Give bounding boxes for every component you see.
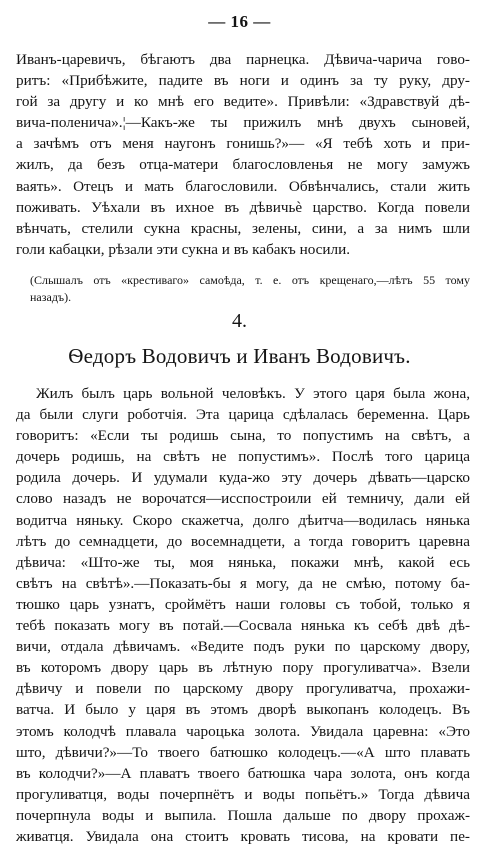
text-line: тебѣ показать могу въ потай.—Сосвала нянька къ себѣ двѣ дѣ- [16, 617, 470, 635]
chapter-number: 4. [232, 310, 247, 332]
text-line: Жилъ былъ царь вольной человѣкъ. У этого царя была жона, [36, 385, 470, 402]
text-line: тюшко царь узнатъ, сроймётъ наши головы съ тобой, только я [16, 595, 470, 613]
text-line: дѣвича: «Што-же ты, моя нянька, покажи мнѣ, какой есь [16, 553, 470, 571]
story-paragraph [16, 383, 470, 847]
text-line: родила дочерь. И удумали куда-жо эту дочерь дѣвать—царско [16, 469, 470, 487]
text-line: водитча няньку. Скоро скажетча, долго дѣитча—водилась нянька [16, 511, 470, 529]
text-line: голи кабацки, рѣзали эти сукна и въ кабакъ носили. [16, 240, 351, 258]
text-line: вѣнчать, стелили сукна красны, зелены, сини, а за нимъ шли [16, 219, 470, 237]
text-line: свѣтъ на свѣтѣ».—Показать-бы я могу, да не смѣю, потому ба- [16, 574, 470, 592]
text-line: жилъ, да безъ отца-матери благословленья не могу замужъ [16, 156, 470, 174]
text-line: лѣтъ до семнадцети, до восемнадцети, а тогда говоритъ царевна [16, 532, 470, 550]
chapter-title: Ѳедоръ Водовичъ и Иванъ Водовичъ. [68, 344, 411, 368]
text-line: ваять». Отецъ и мать благословили. Обвѣнчались, стали жить [16, 177, 470, 195]
text-line: этомъ колодчѣ плавала чароцька золота. Увидала царевна: «Это [16, 722, 470, 740]
text-line: да были слуги роботчія. Эта царица сдѣлалась беременна. Царь [16, 406, 470, 424]
text-line: дѣвичу и повели по царскому двору прогуливатча, прохажи- [16, 680, 470, 698]
text-line: поживать. Уѣхали въ ихное въ дѣвичьѐ царство. Когда повели [16, 198, 470, 216]
text-line: живатця. Увидала она стоитъ кровать тисова, на кровати пе- [16, 827, 470, 845]
text-line: почерпнула воды и выпила. Пошла дальше по двору прохаж- [16, 806, 470, 824]
source-note [30, 272, 470, 306]
text-line: дочерь родишь, на свѣтъ не попустимъ». Послѣ того царица [16, 448, 470, 466]
text-line: Иванъ-царевичъ, бѣгаютъ два парнецка. Дѣвича-чарича гово- [16, 51, 470, 68]
note-line: (Слышалъ отъ «крестиваго» самоѣда, т. е. отъ крещенаго,—лѣтъ 55 тому [30, 273, 470, 287]
text-line: прогуливатця, воды почерпнётъ и воды попьётъ.» Тогда дѣвича [16, 785, 470, 803]
text-line: што, дѣвичи?»—То твоего батюшко колодецъ.—«А што плавать [16, 743, 470, 761]
text-line: а зачѣмъ отъ меня наугонъ гонишь?»— «Я тебѣ хоть и при- [16, 135, 470, 153]
text-line: вича-поленича».¦—Какъ-же ты прижилъ мнѣ двухъ сыновей, [16, 114, 470, 132]
text-line: ритъ: «Прибѣжите, падите въ ноги и одинъ за ту руку, дру- [16, 72, 470, 90]
text-line: въ которомъ двору царь въ лѣтную пору прогуливатча». Взели [16, 659, 470, 677]
text-line: въ колодчи?»—А плаватъ твоего батюшка чара золота, онъ когда [16, 764, 470, 782]
text-line: вичи, отдала дѣвичамъ. «Ведите подъ руки по царскому двору, [16, 638, 470, 656]
text-line: слово назадъ не ворочатся—исспостроили ей темничу, дали ей [16, 490, 470, 508]
note-line: назадъ). [30, 290, 72, 304]
intro-paragraph [16, 49, 470, 260]
text-line: гой за другу и ко мнѣ его ведите». Привѣли: «Здравствуй дѣ- [16, 93, 470, 111]
text-line: ватча. И было у царя въ этомъ дворѣ выкопанъ колодецъ. Въ [16, 701, 470, 719]
page-number: — 16 — [208, 12, 271, 31]
text-line: говоритъ: «Если ты родишь сына, то попустимъ на свѣтъ, а [16, 427, 470, 445]
